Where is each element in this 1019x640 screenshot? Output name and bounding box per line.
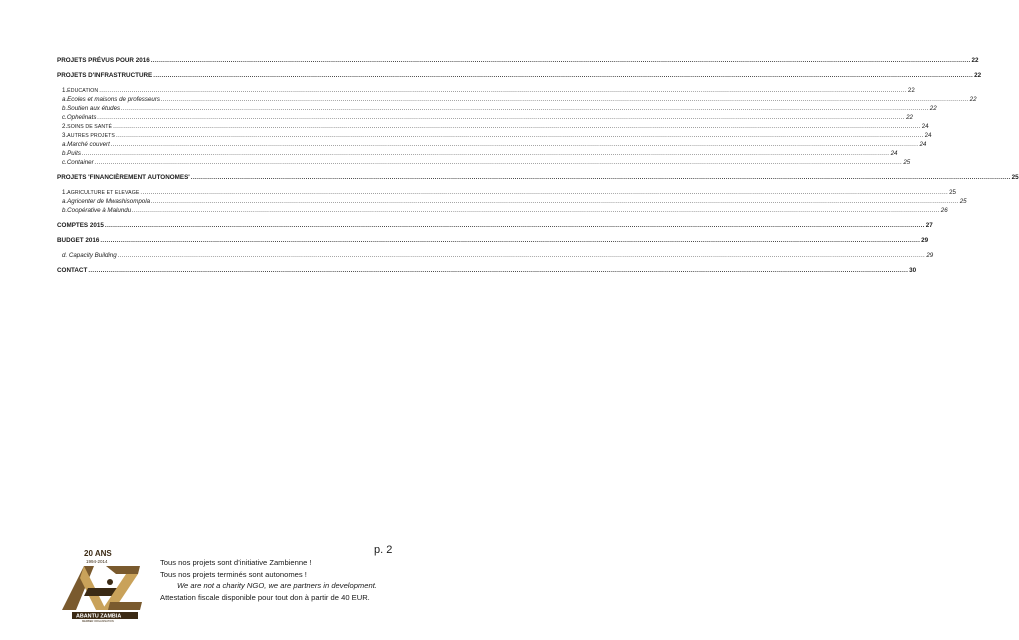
toc-entry-label: AUTRES PROJETS [67, 133, 115, 139]
page-number: p. 2 [374, 544, 393, 556]
toc-page-number: 24 [919, 141, 927, 148]
toc-entry-label: Container [66, 159, 94, 166]
toc-page-number: 22 [929, 105, 937, 112]
toc-entry-label: Coopérative à Malundu [67, 207, 132, 214]
logo-years: 1994-2014 [86, 559, 108, 564]
toc-entry[interactable] [57, 140, 927, 149]
toc-dot-leader: ................................................................................................................................................................................................................................................................................................................................................................................................................ [150, 57, 971, 64]
toc-entry[interactable] [57, 86, 915, 95]
toc-heading[interactable] [57, 71, 982, 80]
toc-dot-leader: ................................................................................................................................................................................................................................................................................................................................................................................................................ [140, 189, 949, 196]
toc-dot-leader: ................................................................................................................................................................................................................................................................................................................................................................................................................ [81, 150, 890, 157]
logo-emblem [62, 566, 142, 610]
toc-entry-label: Ecoles et maisons de professeurs [67, 96, 161, 103]
toc-entry-label: d. Capacity Building [62, 252, 117, 259]
toc-page-number: 22 [971, 57, 979, 64]
toc-entry-number: c. [62, 159, 67, 166]
toc-page-number: 22 [907, 87, 915, 94]
toc-heading[interactable] [57, 173, 1019, 182]
toc-entry[interactable] [57, 122, 929, 131]
toc-entry-label: ÉDUCATION [67, 88, 99, 94]
toc-page-number: 22 [974, 72, 982, 79]
toc-entry-label: PROJETS 'FINANCIÈREMENT AUTONOMES' [57, 174, 190, 181]
toc-entry-number: c. [62, 114, 67, 121]
logo-subtitle: MEMBER ORGANISATION [82, 620, 114, 623]
toc-entry-number: b. [62, 207, 68, 214]
toc-entry[interactable] [57, 104, 937, 113]
toc-page-number: 26 [940, 207, 948, 214]
footer-line-1: Tous nos projets sont d’initiative Zambienne ! [160, 558, 312, 567]
footer-line-3: We are not a charity NGO, we are partners in development. [177, 581, 377, 590]
toc-page-number: 27 [925, 222, 933, 229]
toc-page-number: 25 [903, 159, 911, 166]
toc-page-number: 24 [921, 123, 929, 130]
toc-dot-leader: ................................................................................................................................................................................................................................................................................................................................................................................................................ [94, 159, 903, 166]
toc-dot-leader: ................................................................................................................................................................................................................................................................................................................................................................................................................ [97, 114, 906, 121]
toc-page-number: 25 [1011, 174, 1019, 181]
footer-text [160, 557, 410, 603]
toc-entry-label: PROJETS PRÉVUS POUR 2016 [57, 57, 150, 64]
toc-entry-number: a. [62, 141, 68, 148]
toc-heading[interactable] [57, 236, 929, 245]
toc-dot-leader: ................................................................................................................................................................................................................................................................................................................................................................................................................ [151, 198, 959, 205]
toc-dot-leader: ................................................................................................................................................................................................................................................................................................................................................................................................................ [110, 141, 919, 148]
toc-entry-number: 3. [62, 132, 68, 139]
toc-entry-label: Agricenter de Mwashisompola [67, 198, 151, 205]
toc-entry[interactable] [57, 95, 977, 104]
toc-dot-leader: ................................................................................................................................................................................................................................................................................................................................................................................................................ [190, 174, 1011, 181]
toc-heading[interactable] [57, 56, 979, 65]
toc-page-number: 30 [909, 267, 917, 274]
toc-entry[interactable] [57, 251, 934, 260]
toc-page-number: 25 [949, 189, 956, 196]
toc-dot-leader: ................................................................................................................................................................................................................................................................................................................................................................................................................ [100, 237, 921, 244]
toc-entry[interactable] [57, 113, 913, 122]
toc-entry-number: 2. [62, 123, 68, 130]
toc-entry-label: Marché couvert [67, 141, 110, 148]
toc-dot-leader: ................................................................................................................................................................................................................................................................................................................................................................................................................ [115, 132, 924, 139]
toc-dot-leader: ................................................................................................................................................................................................................................................................................................................................................................................................................ [99, 87, 907, 94]
toc-entry[interactable] [57, 158, 911, 167]
toc-dot-leader: ................................................................................................................................................................................................................................................................................................................................................................................................................ [161, 96, 969, 103]
toc-entry-label: AGRICULTURE ET ELEVAGE [67, 190, 140, 196]
toc-entry-number: b. [62, 105, 68, 112]
toc-entry-label: Soutien aux études [67, 105, 121, 112]
toc-dot-leader: ................................................................................................................................................................................................................................................................................................................................................................................................................ [117, 252, 926, 259]
toc-heading[interactable] [57, 221, 933, 230]
toc-entry-number: 1. [62, 87, 68, 94]
toc-entry[interactable] [57, 206, 948, 215]
toc-entry-number: b. [62, 150, 68, 157]
toc-entry[interactable] [57, 149, 898, 158]
toc-entry-number: 1. [62, 189, 68, 196]
table-of-contents [57, 56, 1019, 275]
toc-entry[interactable] [57, 197, 967, 206]
toc-entry-label: Puits [67, 150, 81, 157]
toc-page-number: 24 [890, 150, 898, 157]
toc-entry-label: CONTACT [57, 267, 88, 274]
toc-entry-label: Ophelinats [66, 114, 97, 121]
toc-page-number: 29 [926, 252, 934, 259]
toc-entry-label: COMPTES 2015 [57, 222, 104, 229]
toc-page-number: 22 [969, 96, 977, 103]
toc-entry-number: a. [62, 96, 68, 103]
toc-heading[interactable] [57, 266, 917, 275]
logo-name: ABANTU ZAMBIA [76, 613, 122, 620]
footer-line-2: Tous nos projets terminés sont autonomes ! [160, 569, 307, 579]
toc-page-number: 29 [921, 237, 929, 244]
toc-dot-leader: ................................................................................................................................................................................................................................................................................................................................................................................................................ [132, 207, 940, 214]
toc-dot-leader: ................................................................................................................................................................................................................................................................................................................................................................................................................ [104, 222, 925, 229]
toc-entry[interactable] [57, 131, 932, 140]
toc-dot-leader: ................................................................................................................................................................................................................................................................................................................................................................................................................ [153, 72, 974, 79]
toc-page-number: 25 [959, 198, 967, 205]
toc-page-number: 24 [924, 132, 932, 139]
abantu-zambia-logo [54, 548, 154, 622]
toc-entry-number: a. [62, 198, 68, 205]
toc-dot-leader: ................................................................................................................................................................................................................................................................................................................................................................................................................ [88, 267, 909, 274]
toc-entry-label: SOINS DE SANTÉ [67, 124, 113, 130]
toc-dot-leader: ................................................................................................................................................................................................................................................................................................................................................................................................................ [113, 123, 921, 130]
toc-entry-label: PROJETS D'INFRASTRUCTURE [57, 72, 153, 79]
toc-dot-leader: ................................................................................................................................................................................................................................................................................................................................................................................................................ [121, 105, 929, 112]
toc-entry[interactable] [57, 188, 956, 197]
footer-line-4: Attestation fiscale disponible pour tout don à partir de 40 EUR. [160, 592, 370, 602]
logo-anniversary: 20 ANS [84, 549, 112, 558]
toc-page-number: 22 [906, 114, 913, 121]
toc-entry-label: BUDGET 2016 [57, 237, 100, 244]
